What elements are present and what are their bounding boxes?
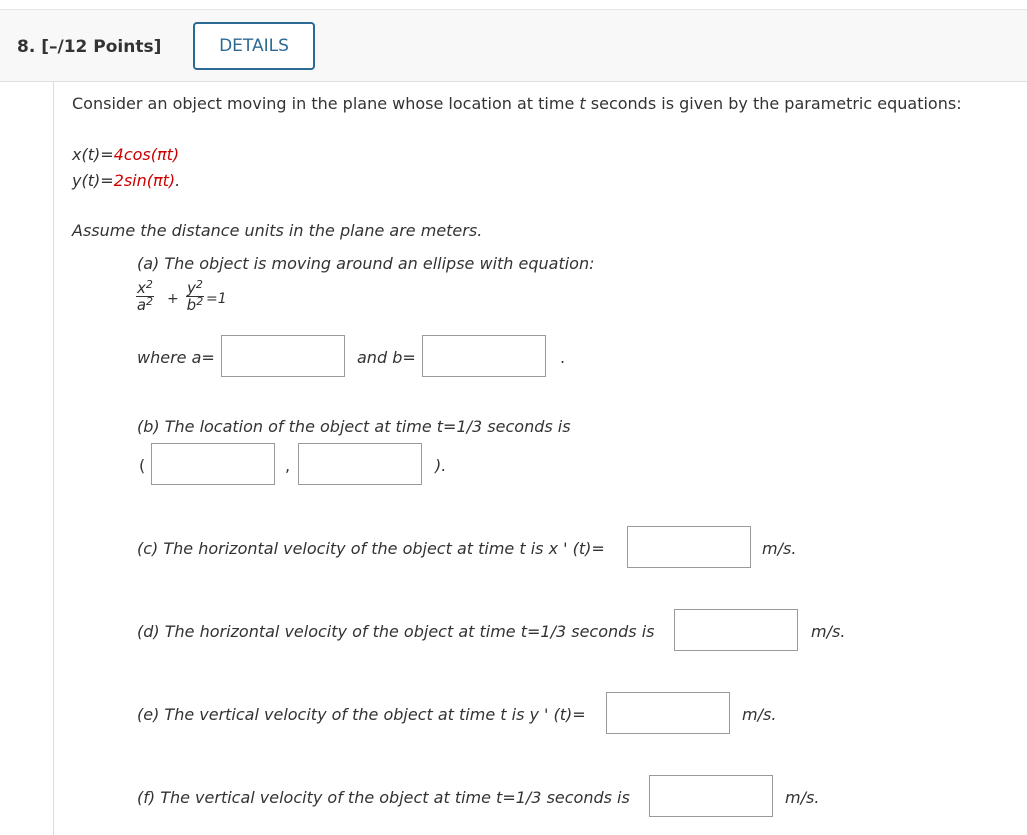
points-label: [–/12 Points]	[41, 37, 162, 57]
fraction-x-over-a	[136, 278, 154, 314]
part-c-text: (c) The horizontal velocity of the object at time t is x ' (t)=	[137, 539, 605, 558]
equation-y	[72, 171, 180, 190]
frac1-num-exp: 2	[145, 278, 153, 291]
horizontal-velocity-at-t-input[interactable]	[674, 609, 798, 651]
plus-sign: +	[167, 291, 179, 307]
frac1-num: x	[137, 279, 146, 297]
assume-text: Assume the distance units in the plane are meters.	[72, 221, 483, 240]
part-d-text: (d) The horizontal velocity of the object at time t=1/3 seconds is	[137, 622, 655, 641]
answer-b-input[interactable]	[422, 335, 546, 377]
horizontal-velocity-input[interactable]	[627, 526, 751, 568]
answer-a-input[interactable]	[221, 335, 345, 377]
part-a-text: (a) The object is moving around an ellipse with equation:	[137, 254, 595, 273]
close-paren: ).	[435, 456, 447, 475]
question-points-label	[17, 37, 161, 57]
part-c-unit: m/s.	[762, 539, 797, 558]
where-a-label: where a=	[137, 348, 215, 367]
frac2-num-exp: 2	[195, 278, 203, 291]
equation-x-rhs: 4cos(πt)	[113, 145, 180, 164]
part-e-text: (e) The vertical velocity of the object at time t is y ' (t)=	[137, 705, 586, 724]
location-x-input[interactable]	[151, 443, 275, 485]
intro-after: seconds is given by the parametric equations:	[585, 94, 962, 113]
and-b-label: and b=	[357, 348, 416, 367]
frac1-den-exp: 2	[146, 295, 154, 308]
open-paren: (	[139, 456, 146, 475]
equation-x	[72, 145, 179, 164]
details-button[interactable]: DETAILS	[193, 22, 315, 70]
frac2-den: b	[186, 296, 197, 314]
equals-one: =1	[206, 291, 227, 307]
equation-y-rhs: 2sin(πt)	[113, 171, 176, 190]
equation-y-end: .	[175, 171, 181, 190]
vertical-velocity-input[interactable]	[606, 692, 730, 734]
part-b-text: (b) The location of the object at time t=1/3 seconds is	[137, 417, 571, 436]
intro-text	[72, 94, 962, 113]
part-f-text: (f) The vertical velocity of the object at time t=1/3 seconds is	[137, 788, 630, 807]
frac1-den: a	[136, 296, 147, 314]
question-header	[0, 9, 1027, 82]
equation-y-lhs: y(t)=	[72, 171, 114, 190]
vertical-velocity-at-t-input[interactable]	[649, 775, 773, 817]
frac2-num: y	[187, 279, 196, 297]
part-a-period: .	[560, 348, 566, 367]
location-y-input[interactable]	[298, 443, 422, 485]
question-number: 8.	[17, 37, 36, 57]
content-divider	[53, 82, 54, 835]
equation-x-lhs: x(t)=	[72, 145, 114, 164]
part-e-unit: m/s.	[742, 705, 777, 724]
intro-before: Consider an object moving in the plane whose location at time	[72, 94, 580, 113]
part-f-unit: m/s.	[785, 788, 820, 807]
intro-var-t: t	[579, 94, 586, 113]
fraction-y-over-b	[186, 278, 204, 314]
comma: ,	[285, 456, 291, 475]
part-d-unit: m/s.	[811, 622, 846, 641]
frac2-den-exp: 2	[196, 295, 204, 308]
